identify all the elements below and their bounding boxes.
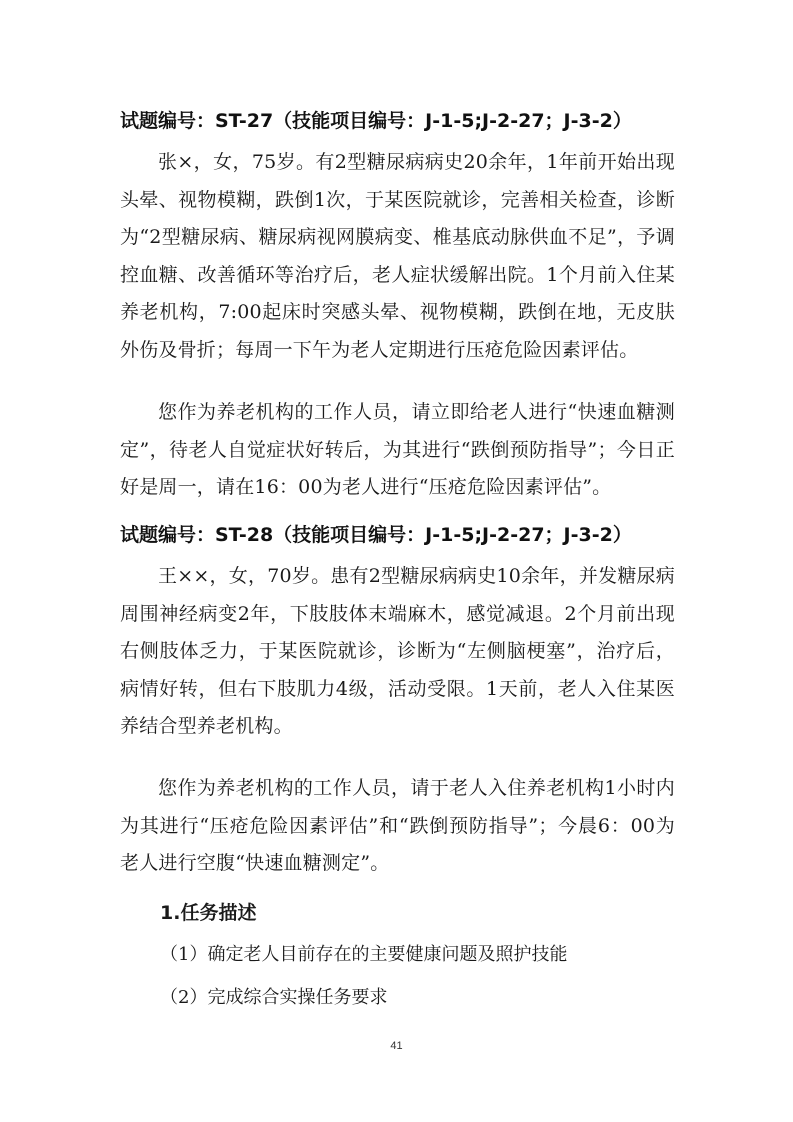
task-item-1: （1）确定老人目前存在的主要健康问题及照护技能	[160, 944, 568, 965]
task-item-2: （2）完成综合实操任务要求	[160, 987, 388, 1008]
case-description-st27: 张×，女，75岁。有2型糖尿病病史20余年，1年前开始出现头晕、视物模糊，跌倒1次，于某医院就诊，完善相关检查，诊断为“2型糖尿病、糖尿病视网膜病变、椎基底动脉供血不足”，予调控血糖、改善循环等治疗后，老人症状缓解出院。1个月前入住某养老机构，7:00起床时突感头晕、视物模糊，跌倒在地，无皮肤外伤及骨折；每周一下午为老人定期进行压疮危险因素评估。	[120, 151, 675, 361]
question-heading-st28: 试题编号：ST-28（技能项目编号：J-1-5;J-2-27；J-3-2）	[120, 524, 632, 546]
question-heading-st27: 试题编号：ST-27（技能项目编号：J-1-5;J-2-27；J-3-2）	[120, 110, 632, 132]
page-number: 41	[390, 1040, 403, 1052]
task-instruction-st27: 您作为养老机构的工作人员，请立即给老人进行“快速血糖测定”，待老人自觉症状好转后，为其进行“跌倒预防指导”；今日正好是周一，请在16：00为老人进行“压疮危险因素评估”。	[120, 401, 675, 498]
case-description-st28: 王××，女，70岁。患有2型糖尿病病史10余年，并发糖尿病周围神经病变2年，下肢肢体末端麻木，感觉减退。2个月前出现右侧肢体乏力，于某医院就诊，诊断为“左侧脑梗塞”，治疗后，病情好转，但右下肢肌力4级，活动受限。1天前，老人入住某医养结合型养老机构。	[120, 565, 675, 737]
task-section-title: 1.任务描述	[160, 902, 257, 924]
task-instruction-st28: 您作为养老机构的工作人员，请于老人入住养老机构1小时内为其进行“压疮危险因素评估”和“跌倒预防指导”；今晨6：00为老人进行空腹“快速血糖测定”。	[120, 777, 675, 874]
